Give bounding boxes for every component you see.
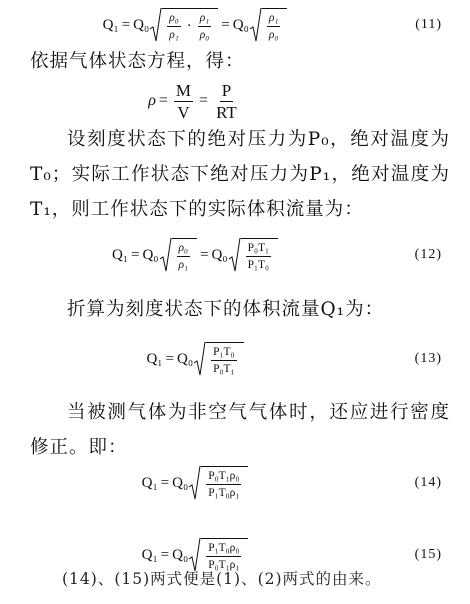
radical-sign-icon bbox=[250, 8, 262, 42]
fraction-density-correction: $\frac{\text{P₀T₁ρ₀}}{\text{P₁T₀ρ₁}}$ bbox=[208, 470, 240, 499]
q1-symbol: Q₁ bbox=[146, 350, 163, 367]
radical bbox=[150, 8, 218, 42]
radical-sign-icon bbox=[189, 466, 201, 500]
q0-symbol: Q₀ bbox=[172, 546, 189, 563]
equals-sign: = bbox=[199, 92, 209, 109]
state-equation-body bbox=[0, 81, 390, 122]
q1-symbol: Q₁ bbox=[141, 546, 158, 563]
equals-sign: = bbox=[160, 474, 170, 491]
q1-symbol: Q₁ bbox=[102, 16, 119, 33]
fraction-m-v: $\frac{M}{V}$ bbox=[175, 80, 192, 122]
fraction-rho0-rho1: $\frac{\text{ρ₀}}{\text{ρ₁}}$ bbox=[178, 242, 189, 271]
fraction-density-correction: $\frac{\text{P₁T₀ρ₀}}{\text{P₀T₁ρ₁}}$ bbox=[208, 542, 240, 571]
paragraph-state-definitions: 设刻度状态下的绝对压力为P₀，绝对温度为T₀；实际工作状态下绝对压力为P₁，绝对温度为T₁，则工作状态下的实际体积流量为： bbox=[30, 129, 450, 220]
radical bbox=[194, 342, 243, 376]
fraction-rho1-rho0: $\frac{\text{ρ₁}}{\text{ρ₀}}$ bbox=[199, 12, 210, 41]
equals-sign: = bbox=[165, 350, 174, 367]
state-equation bbox=[0, 76, 470, 126]
dot-operator: · bbox=[186, 18, 192, 34]
paragraph-density-correction: 当被测气体为非空气气体时，还应进行密度修正。即： bbox=[30, 402, 450, 458]
equation-13-body bbox=[0, 342, 390, 376]
equals-sign: = bbox=[160, 546, 170, 563]
fraction-pressure-temperature: $\frac{\text{P₁T₀}}{\text{P₀T₁}}$ bbox=[213, 346, 235, 375]
equation-11-body bbox=[0, 8, 390, 42]
radical bbox=[160, 238, 198, 272]
equation-number: (14) bbox=[414, 475, 442, 490]
equation-12-body bbox=[0, 238, 390, 272]
q0-symbol: Q₀ bbox=[232, 16, 249, 33]
equation-number: (11) bbox=[415, 17, 442, 32]
equation-14 bbox=[0, 458, 470, 508]
radical-sign-icon bbox=[229, 238, 241, 272]
equation-number: (15) bbox=[414, 547, 442, 562]
radical bbox=[250, 8, 288, 42]
q1-symbol: Q₁ bbox=[141, 474, 158, 491]
equation-12 bbox=[0, 230, 470, 280]
radical bbox=[229, 238, 278, 272]
equals-sign: = bbox=[121, 16, 131, 33]
fraction-rho0-rho1: $\frac{\text{ρ₀}}{\text{ρ₁}}$ bbox=[169, 12, 179, 41]
equals-sign: = bbox=[221, 16, 230, 33]
footer-note: (14)、(15)两式便是(1)、(2)两式的由来。 bbox=[62, 570, 382, 588]
q0-symbol: Q₀ bbox=[142, 246, 159, 263]
q0-symbol: Q₀ bbox=[177, 350, 194, 367]
equation-number: (12) bbox=[414, 247, 442, 262]
q1-symbol: Q₁ bbox=[111, 246, 128, 263]
equals-sign: = bbox=[131, 246, 140, 263]
fraction-rho1-rho0: $\frac{\text{ρ₁}}{\text{ρ₀}}$ bbox=[268, 12, 279, 41]
equals-sign: = bbox=[158, 92, 168, 109]
q0-symbol: Q₀ bbox=[133, 16, 150, 33]
paragraph-conversion: 折算为刻度状态下的体积流量Q₁为： bbox=[67, 299, 385, 320]
rho-symbol: ρ bbox=[148, 92, 156, 109]
equation-number: (13) bbox=[414, 351, 442, 366]
radical bbox=[189, 466, 248, 500]
radical-sign-icon bbox=[150, 8, 162, 42]
fraction-p-rt: $\frac{P}{RT}$ bbox=[216, 80, 237, 122]
equals-sign: = bbox=[200, 246, 209, 263]
radical-sign-icon bbox=[160, 238, 172, 272]
equation-14-body bbox=[0, 466, 390, 500]
equation-11 bbox=[0, 0, 470, 50]
paragraph-state-equation-intro: 依据气体状态方程，得： bbox=[30, 51, 245, 72]
q0-symbol: Q₀ bbox=[172, 474, 189, 491]
radical-sign-icon bbox=[194, 342, 206, 376]
equation-13 bbox=[0, 334, 470, 384]
fraction-pressure-temperature: $\frac{\text{P₀T₁}}{\text{P₁T₀}}$ bbox=[247, 242, 270, 271]
q0-symbol: Q₀ bbox=[211, 246, 228, 263]
